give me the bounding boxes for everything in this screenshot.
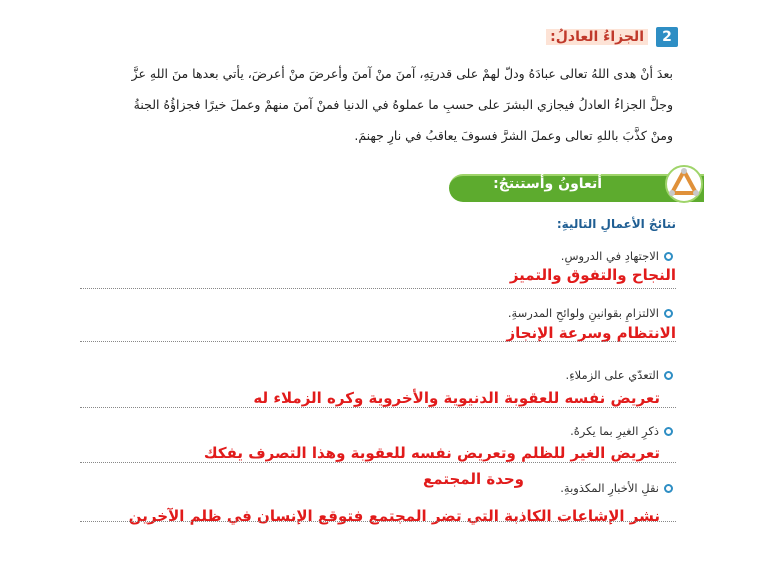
results-subheading: نتائجُ الأعمالِ التاليةِ: — [556, 217, 676, 231]
cooperation-icon — [664, 164, 704, 204]
bullet-icon — [664, 371, 673, 380]
list-item — [570, 424, 673, 438]
list-item — [560, 481, 673, 495]
answer-line — [80, 521, 676, 522]
item-answer[interactable]: نشر الإشاعات الكاذبة التي تضر المجتمع فتوقع الإنسان في ظلم الآخرين — [128, 507, 660, 525]
paragraph-line-3: ومنْ كذَّبَ باللهِ تعالى وعملَ الشرَّ فسوفَ يعاقبُ في نارِ جهنمَ. — [354, 128, 673, 143]
activity-banner — [404, 164, 704, 204]
item-question: التعدّي على الزملاءِ. — [565, 368, 659, 382]
list-item — [561, 249, 673, 263]
answer-line — [80, 288, 676, 289]
item-question: ذكرِ الغيرِ بما يكرهُ. — [570, 424, 659, 438]
item-answer-line-1[interactable]: تعريض الغير للظلم وتعريض نفسه للعقوبة وهذا التصرف يفكك — [203, 444, 660, 462]
section-title: الجزاءُ العادلُ: — [546, 29, 648, 45]
item-question: الالتزامِ بقوانينِ ولوائحِ المدرسةِ. — [507, 306, 659, 320]
bullet-icon — [664, 252, 673, 261]
section-number-badge: 2 — [656, 27, 678, 47]
paragraph-line-2: وجلَّ الجزاءُ العادلُ فيجازي البشرَ على حسبِ ما عملوهُ في الدنيا فمنْ آمنَ منهمْ وعملَ خيرًا فجزاؤُهُ الجنةُ — [133, 97, 673, 112]
bullet-icon — [664, 309, 673, 318]
item-question: الاجتهادِ في الدروسِ. — [560, 249, 659, 263]
item-answer[interactable]: الانتظام وسرعة الإنجاز — [506, 324, 676, 342]
list-item — [566, 368, 673, 382]
section-header — [546, 27, 678, 47]
item-answer[interactable]: النجاح والتفوق والتميز — [509, 266, 676, 284]
activity-title: أتعاونُ وأستنتجُ: — [493, 176, 602, 192]
answer-line — [80, 341, 676, 342]
item-answer[interactable]: تعريض نفسه للعقوبة الدنيوية والأخروية وكره الزملاء له — [253, 389, 660, 407]
answer-line — [80, 462, 676, 463]
list-item — [508, 306, 673, 320]
item-question: نقلِ الأخبارِ المكذوبةِ. — [560, 481, 659, 495]
paragraph-line-1: بعدَ أنْ هدى اللهُ تعالى عبادَهُ ودلّ لهمْ على قدرتِهِ، آمنَ منْ آمنَ وأعرضَ منْ أعرضَ، يأتي بعدها منَ اللهِ عزَّ — [131, 66, 673, 81]
item-answer-line-2[interactable]: وحدة المجتمع — [423, 470, 524, 488]
bullet-icon — [664, 427, 673, 436]
answer-line — [80, 407, 676, 408]
bullet-icon — [664, 484, 673, 493]
